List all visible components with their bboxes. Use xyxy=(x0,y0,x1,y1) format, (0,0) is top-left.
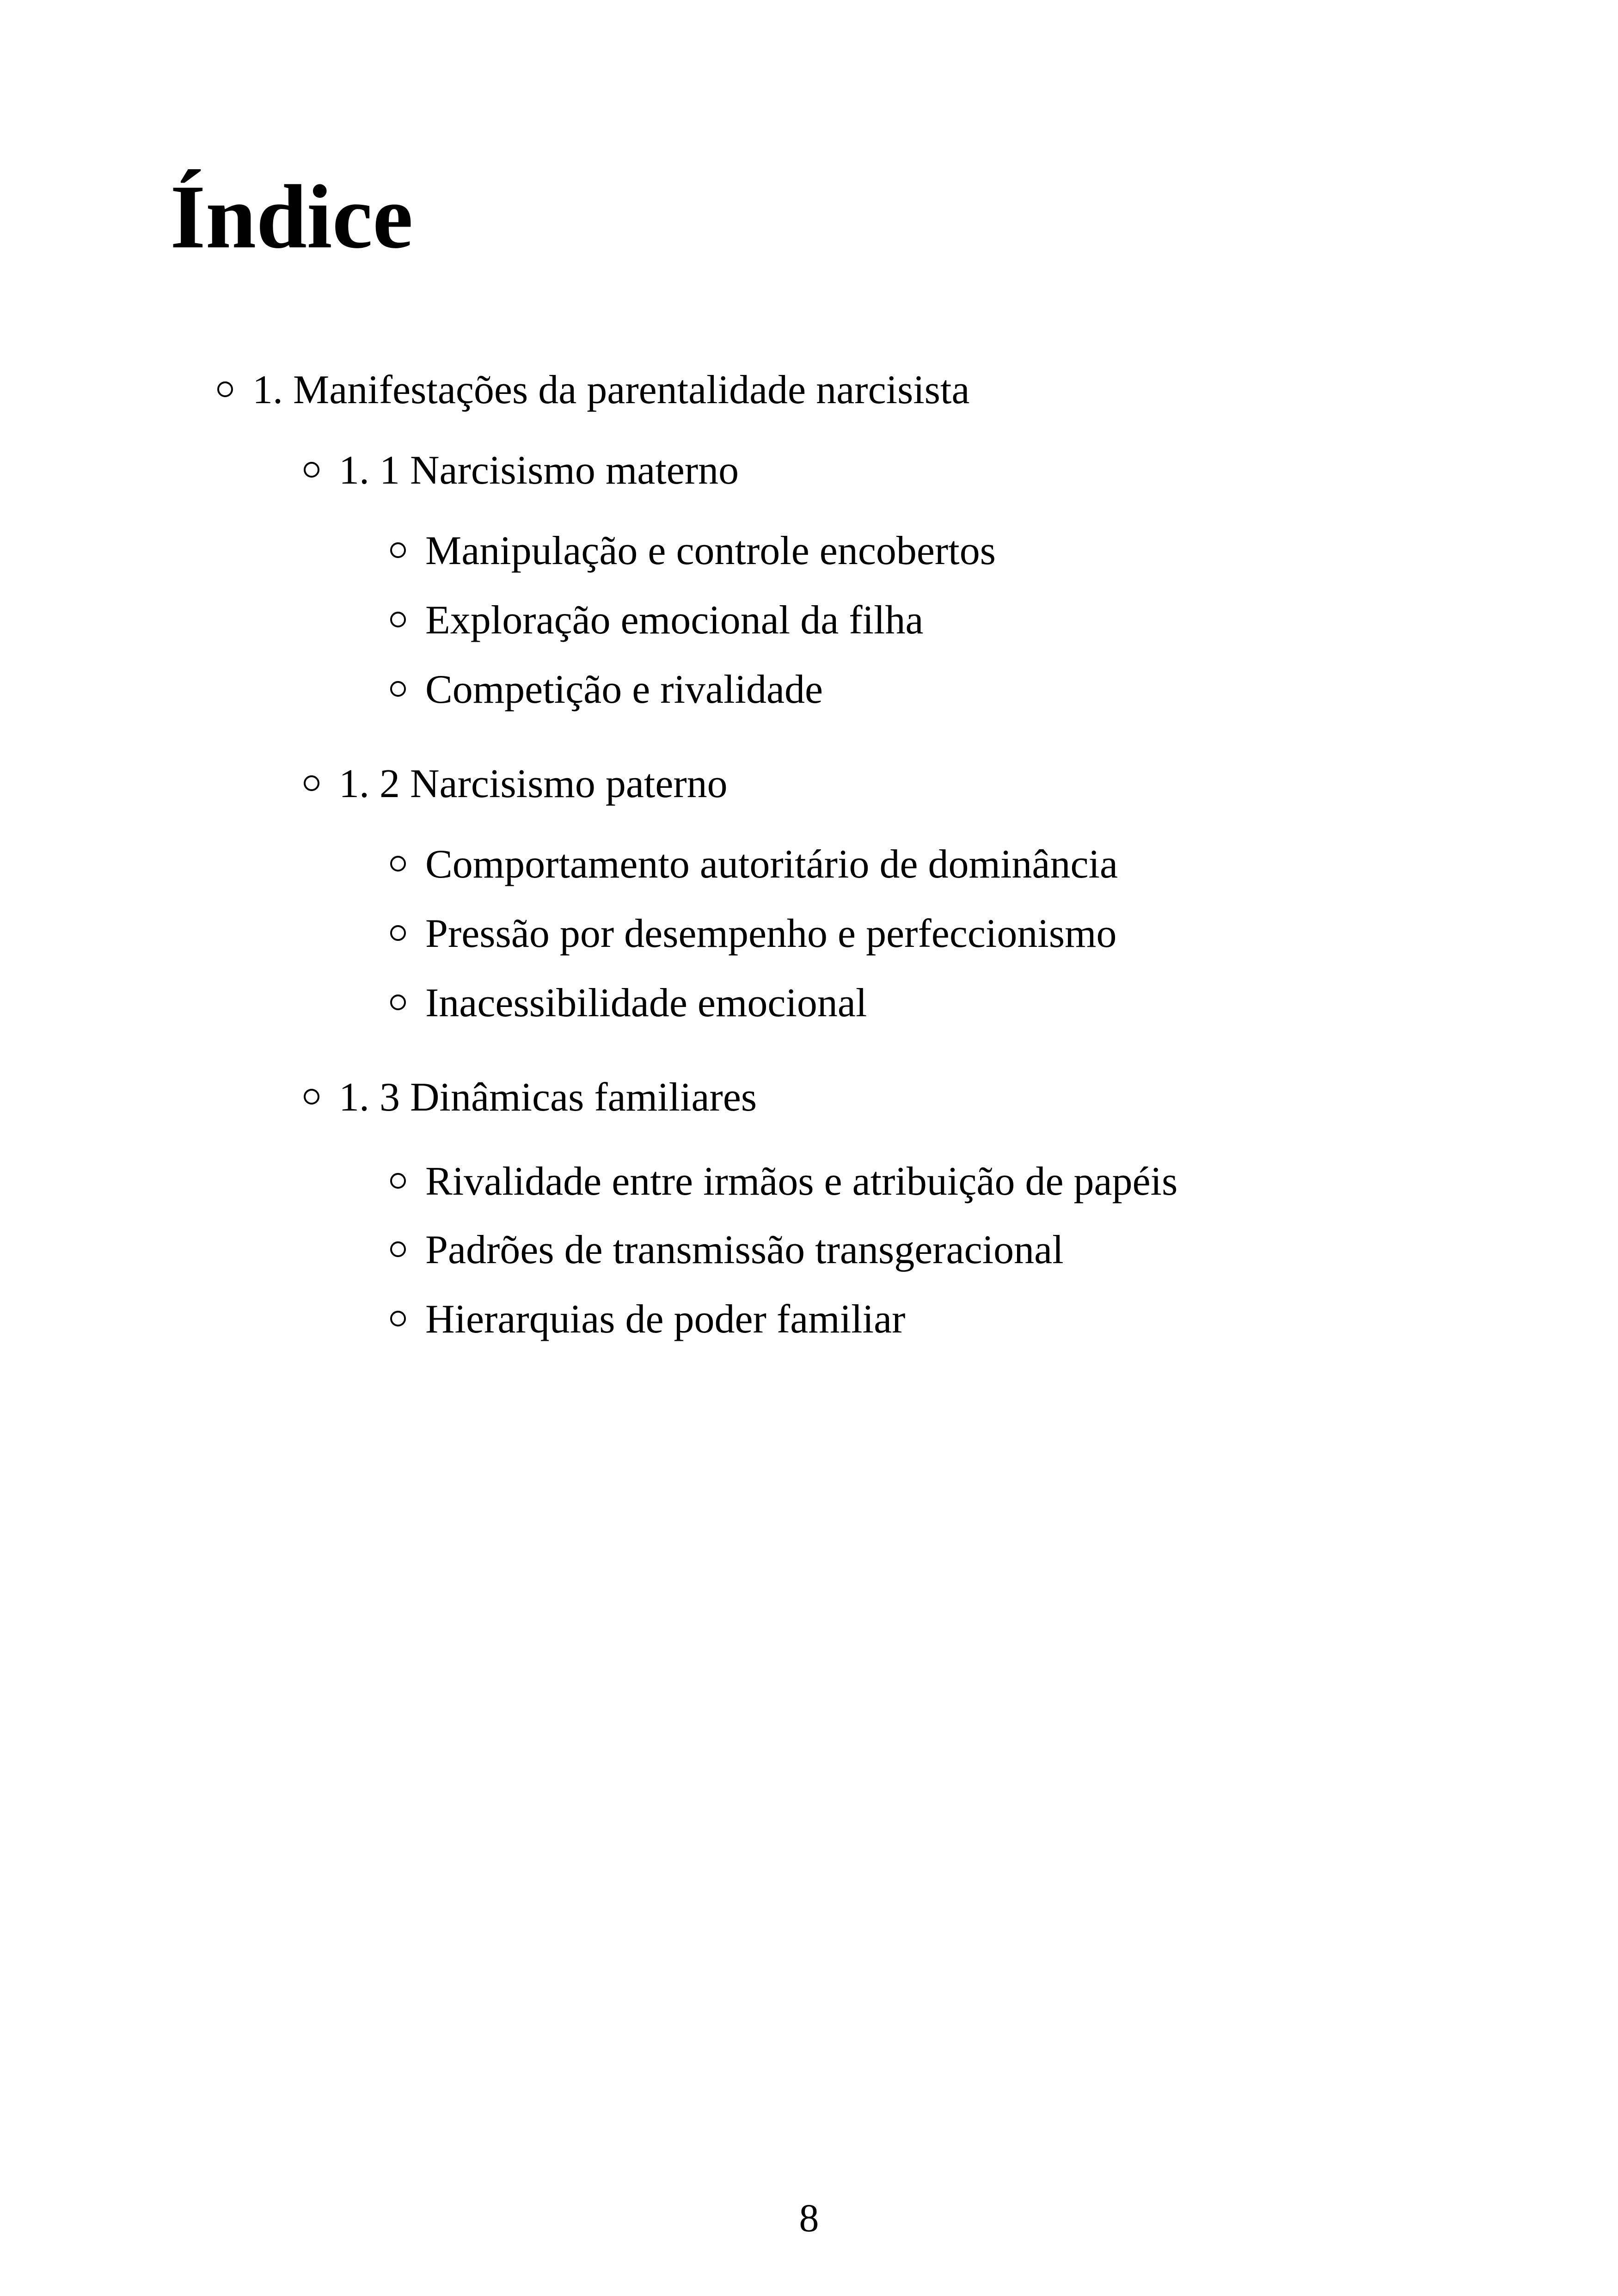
toc-section-1-2[interactable] xyxy=(304,761,728,806)
page-title: Índice xyxy=(170,166,413,267)
toc-item-label: Rivalidade entre irmãos e atribuição de papéis xyxy=(425,1159,1178,1204)
hollow-circle-bullet-icon xyxy=(390,925,406,941)
toc-item[interactable] xyxy=(390,1161,1177,1202)
toc-item[interactable] xyxy=(390,911,1117,956)
toc-section-1-3[interactable] xyxy=(304,1077,757,1118)
hollow-circle-bullet-icon xyxy=(304,1089,319,1105)
toc-item[interactable] xyxy=(390,1299,905,1340)
toc-item[interactable] xyxy=(390,528,996,573)
hollow-circle-bullet-icon xyxy=(390,1173,406,1189)
toc-section-1-1-label: 1. 1 Narcisismo materno xyxy=(339,448,739,493)
hollow-circle-bullet-icon xyxy=(304,462,319,478)
hollow-circle-bullet-icon xyxy=(390,995,406,1010)
toc-item-label: Competição e rivalidade xyxy=(425,667,823,712)
toc-chapter-1[interactable] xyxy=(217,370,970,411)
toc-item-label: Hierarquias de poder familiar xyxy=(425,1297,906,1342)
toc-item-label: Padrões de transmissão transgeracional xyxy=(425,1228,1064,1272)
hollow-circle-bullet-icon xyxy=(390,1311,406,1326)
toc-item-label: Pressão por desempenho e perfeccionismo xyxy=(425,911,1117,956)
toc-item[interactable] xyxy=(390,600,924,641)
hollow-circle-bullet-icon xyxy=(390,542,406,558)
page-number: 8 xyxy=(799,2196,819,2240)
toc-item-label: Inacessibilidade emocional xyxy=(425,981,867,1025)
toc-section-1-2-label: 1. 2 Narcisismo paterno xyxy=(339,761,728,806)
hollow-circle-bullet-icon xyxy=(390,681,406,697)
hollow-circle-bullet-icon xyxy=(390,856,406,872)
toc-item-label: Comportamento autoritário de dominância xyxy=(425,842,1118,887)
toc-item[interactable] xyxy=(390,669,823,710)
toc-section-1-1[interactable] xyxy=(304,450,739,491)
toc-item[interactable] xyxy=(390,844,1118,885)
toc-item-label: Manipulação e controle encobertos xyxy=(425,528,996,573)
toc-item-label: Exploração emocional da filha xyxy=(425,598,924,643)
hollow-circle-bullet-icon xyxy=(217,381,233,397)
hollow-circle-bullet-icon xyxy=(390,612,406,627)
toc-section-1-3-label: 1. 3 Dinâmicas familiares xyxy=(339,1075,757,1120)
toc-item[interactable] xyxy=(390,1230,1064,1271)
toc-item[interactable] xyxy=(390,983,867,1024)
hollow-circle-bullet-icon xyxy=(304,775,319,791)
toc-chapter-1-label: 1. Manifestações da parentalidade narcisista xyxy=(252,368,970,412)
hollow-circle-bullet-icon xyxy=(390,1241,406,1257)
